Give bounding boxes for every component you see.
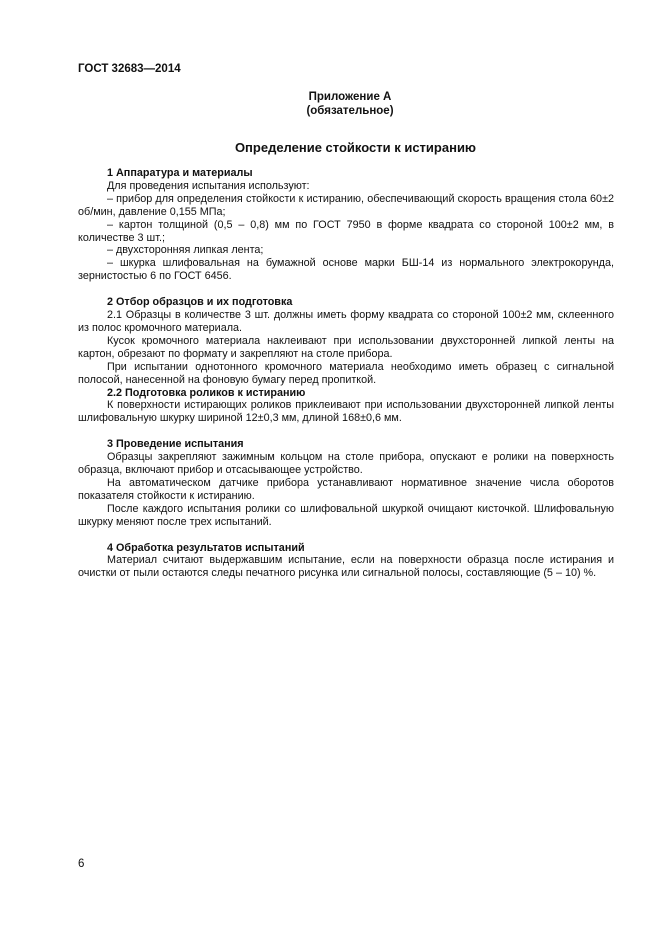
section-4-heading: 4 Обработка результатов испытаний	[107, 541, 305, 554]
section-2-paragraph: 2.1 Образцы в количестве 3 шт. должны иметь форму квадрата со стороной 100±2 мм, склеенного из полос кромочного материала.	[78, 309, 614, 334]
annex-status: (обязательное)	[306, 105, 394, 117]
section-2-subheading: 2.2 Подготовка роликов к истиранию	[107, 386, 306, 399]
annex-title: Приложение А	[308, 91, 392, 103]
annex-heading	[300, 90, 400, 118]
section-2-heading: 2 Отбор образцов и их подготовка	[107, 296, 293, 309]
section-2-paragraph: К поверхности истирающих роликов приклеивают при использовании двухсторонней липкой ленты шлифовальную шкурку шириной 12±0,3 мм, длиной 168±0,6 мм.	[78, 399, 614, 425]
section-3-paragraph: После каждого испытания ролики со шлифовальной шкуркой очищают кисточкой. Шлифовальную шкурку меняют после трех испытаний.	[78, 502, 614, 528]
document-code: ГОСТ 32683—2014	[78, 63, 181, 75]
section-1-paragraph: – картон толщиной (0,5 – 0,8) мм по ГОСТ 7950 в форме квадрата со стороной 100±2 мм, в количестве 3 шт.;	[78, 218, 614, 244]
section-3-paragraph: Образцы закрепляют зажимным кольцом на столе прибора, опускают е ролики на поверхность образца, включают прибор и отсасывающее устройство.	[78, 451, 614, 477]
section-2-paragraph: При испытании однотонного кромочного материала необходимо иметь образец с сигнальной полосой, нанесенной на фоновую бумагу перед пропиткой.	[78, 360, 614, 386]
page-number: 6	[78, 858, 85, 870]
section-1-heading: 1 Аппаратура и материалы	[107, 167, 253, 179]
section-1-paragraph: – шкурка шлифовальная на бумажной основе марки БШ-14 из нормального электрокорунда, зернистостью 6 по ГОСТ 6456.	[78, 257, 614, 283]
page-title: Определение стойкости к истиранию	[234, 140, 477, 155]
section-4-paragraph: Материал считают выдержавшим испытание, если на поверхности образца после истирания и очистки от пыли остаются следы печатного рисунка или сигнальной полосы, составляющие (5 – 10) %.	[78, 554, 614, 580]
section-3-paragraph: На автоматическом датчике прибора устанавливают нормативное значение числа оборотов показателя стойкости к истиранию.	[78, 476, 614, 502]
section-1-paragraph: – двухсторонняя липкая лента;	[107, 244, 264, 257]
section-2-paragraph: Кусок кромочного материала наклеивают при использовании двухсторонней липкой ленты на картон, обрезают по формату и закрепляют на столе прибора.	[78, 334, 614, 360]
document-body	[78, 167, 614, 580]
section-3-heading: 3 Проведение испытания	[107, 438, 244, 451]
section-1-paragraph: Для проведения испытания используют:	[107, 179, 310, 192]
section-1-paragraph: – прибор для определения стойкости к истиранию, обеспечивающий скорость вращения стола 60±2 об/мин, давление 0,155 МПа;	[78, 192, 614, 218]
